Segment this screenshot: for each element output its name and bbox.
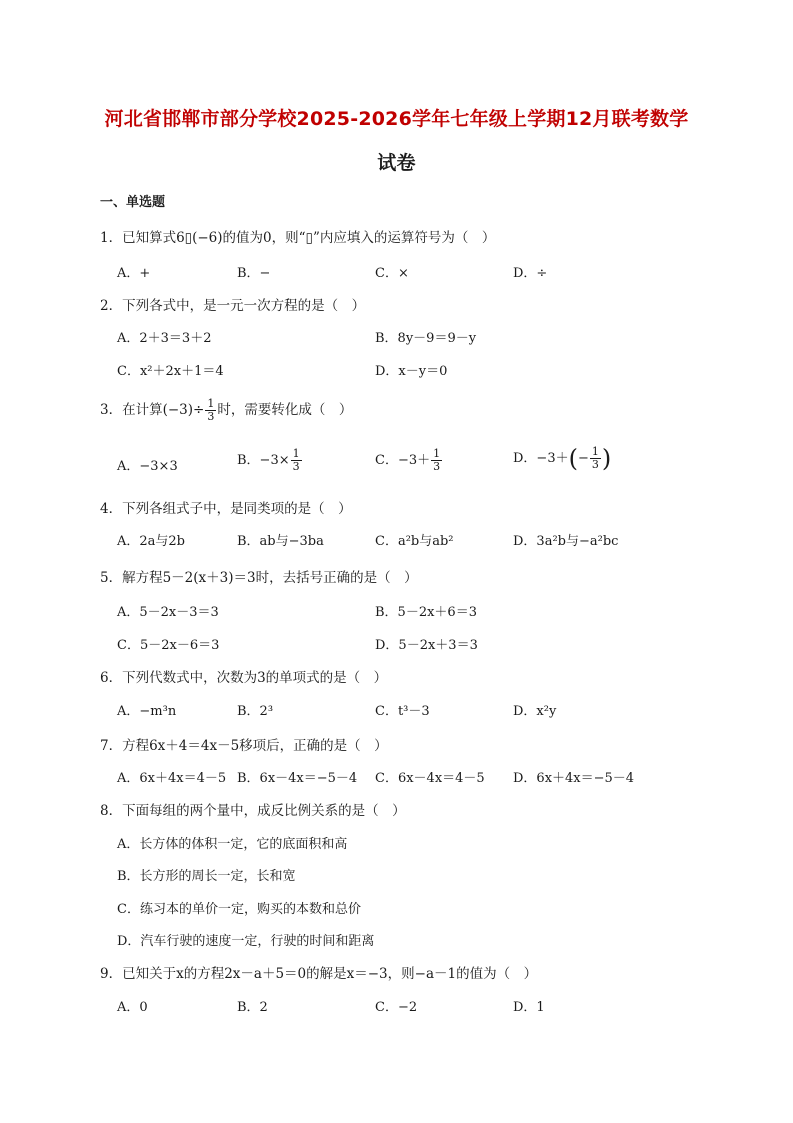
q6-option-b: B．2³	[237, 704, 274, 719]
q2-option-b: B．8y－9＝9－y	[375, 331, 477, 346]
q4-option-d: D．3a²b与−a²bc	[513, 534, 619, 549]
q6-option-c: C．t³－3	[375, 704, 430, 719]
q3-option-d-numerator: 1	[591, 445, 599, 458]
q8-option-c: C．练习本的单价一定，购买的本数和总价	[117, 902, 361, 917]
q3-option-d-sign: −	[577, 451, 589, 466]
q3-option-b	[237, 448, 303, 473]
q5-option-a: A．5－2x－3＝3	[117, 605, 219, 620]
q3-option-d: D．−3＋(− $\frac{1}{3}$ )	[513, 444, 612, 473]
q5-option-b: B．5－2x＋6＝3	[375, 605, 477, 620]
question-1: 1．已知算式6▯(−6)的值为0，则“▯”内应填入的运算符号为（ ）	[100, 230, 496, 246]
section-heading: 一、单选题	[100, 195, 166, 210]
q7-option-d: D．6x＋4x＝−5－4	[513, 771, 635, 786]
q3-option-c-text: C．−3＋	[375, 453, 431, 468]
q3-expression: (−3)÷	[162, 402, 205, 418]
question-2: 2．下列各式中，是一元一次方程的是（ ）	[100, 298, 366, 314]
q9-option-a: A．0	[117, 1000, 148, 1015]
q2-option-d: D．x－y＝0	[375, 364, 448, 379]
q7-option-b: B．6x－4x＝−5－4	[237, 771, 358, 786]
question-9: 9．已知关于x的方程2x－a＋5＝0的解是x＝−3，则−a－1的值为（ ）	[100, 966, 538, 982]
q1-option-c: C．×	[375, 266, 409, 281]
q4-option-a: A．2a与2b	[117, 534, 186, 549]
exam-title: 河北省邯郸市部分学校2025-2026学年七年级上学期12月联考数学	[104, 108, 689, 130]
q3-fraction	[205, 398, 216, 423]
q1-option-d: D．÷	[513, 266, 548, 281]
q5-option-c: C．5－2x－6＝3	[117, 638, 220, 653]
question-6: 6．下列代数式中，次数为3的单项式的是（ ）	[100, 670, 388, 686]
q9-option-d: D．1	[513, 1000, 545, 1015]
q3-option-c-fraction	[431, 448, 442, 473]
q3-suffix: 时，需要转化成（ ）	[217, 402, 353, 418]
q4-option-b: B．ab与−3ba	[237, 534, 324, 549]
q2-option-c: C．x²＋2x＋1＝4	[117, 364, 224, 379]
q6-option-a: A．−m³n	[117, 704, 177, 719]
q7-option-a: A．6x＋4x＝4－5	[117, 771, 227, 786]
question-5: 5．解方程5－2(x＋3)＝3时，去括号正确的是（ ）	[100, 570, 418, 586]
q7-option-c: C．6x－4x＝4－5	[375, 771, 485, 786]
q5-option-d: D．5－2x＋3＝3	[375, 638, 478, 653]
q3-option-d-text: D．−3＋	[513, 451, 569, 466]
q9-option-b: B．2	[237, 1000, 268, 1015]
q2-option-a: A．2＋3＝3＋2	[117, 331, 212, 346]
q8-option-b: B．长方形的周长一定，长和宽	[117, 869, 296, 884]
q3-option-b-denominator: 3	[292, 460, 300, 473]
q8-option-a: A．长方体的体积一定，它的底面积和高	[117, 837, 348, 852]
q3-option-b-text: B．−3×	[237, 453, 290, 468]
q3-fraction-denominator: 3	[207, 410, 215, 423]
q3-fraction-numerator: 1	[207, 397, 215, 410]
exam-title-continued: 试卷	[377, 152, 416, 174]
q9-option-c: C．−2	[375, 1000, 418, 1015]
q3-option-b-numerator: 1	[292, 447, 300, 460]
q3-option-b-fraction	[291, 448, 302, 473]
q3-option-c-numerator: 1	[433, 447, 441, 460]
q1-option-b: B．−	[237, 266, 271, 281]
question-4: 4．下列各组式子中，是同类项的是（ ）	[100, 501, 352, 517]
q3-option-d-denominator: 3	[591, 458, 599, 471]
question-3	[100, 398, 352, 423]
q4-option-c: C．a²b与ab²	[375, 534, 454, 549]
q1-option-a: A．+	[117, 266, 151, 281]
q3-option-c	[375, 448, 443, 473]
q3-option-d-fraction	[590, 446, 601, 471]
q8-option-d: D．汽车行驶的速度一定，行驶的时间和距离	[117, 934, 375, 949]
question-8: 8．下面每组的两个量中，成反比例关系的是（ ）	[100, 803, 406, 819]
q6-option-d: D．x²y	[513, 704, 557, 719]
q3-option-a: A．−3×3	[117, 459, 178, 474]
q3-prefix: 3．在计算	[100, 402, 163, 418]
q3-option-c-denominator: 3	[433, 460, 441, 473]
question-7: 7．方程6x＋4＝4x－5移项后，正确的是（ ）	[100, 738, 388, 754]
